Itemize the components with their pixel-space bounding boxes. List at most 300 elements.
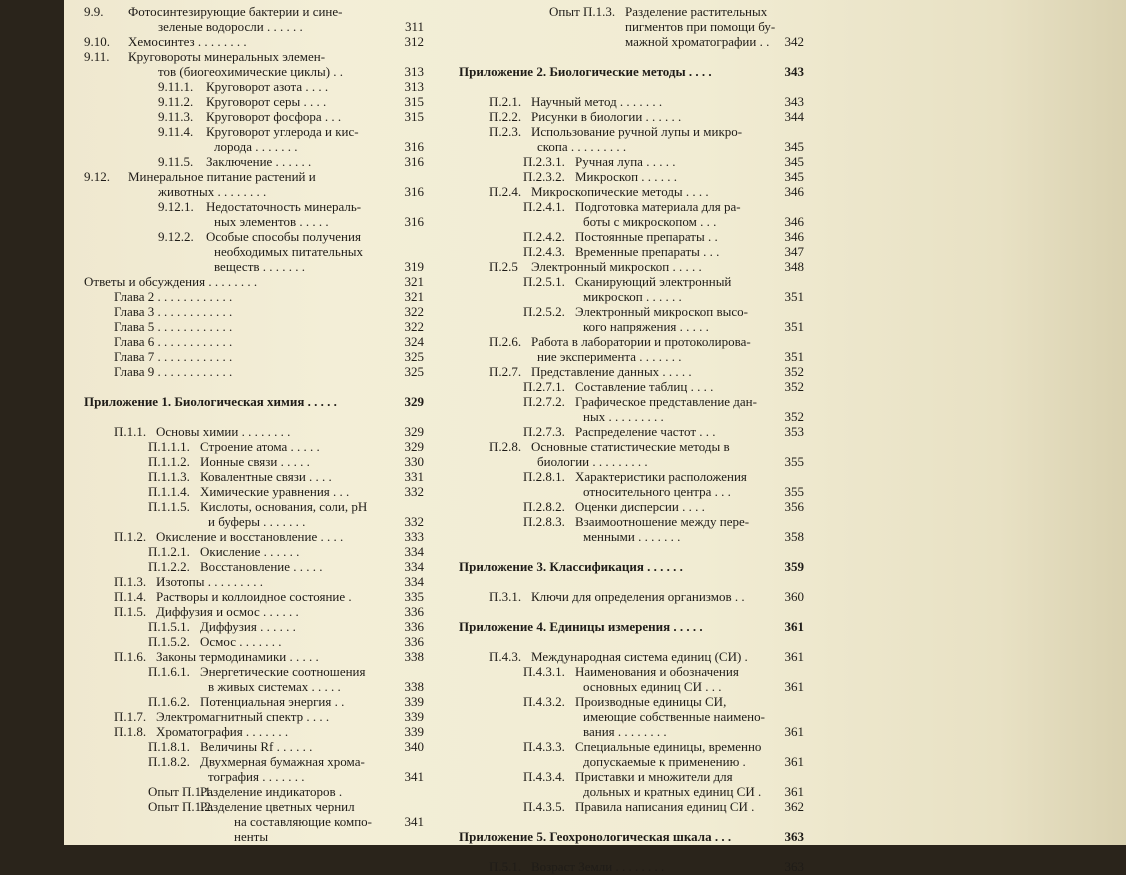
toc-entry-number: П.2.8.: [489, 439, 522, 454]
toc-entry-page: 345: [784, 139, 804, 154]
toc-entry-page: 358: [784, 529, 804, 544]
toc-entry-number: 9.11.: [84, 49, 110, 64]
toc-entry-number: П.2.3.: [489, 124, 522, 139]
toc-entry-number: П.4.3.2.: [523, 694, 565, 709]
toc-entry-page: 321: [404, 274, 424, 289]
toc-entry-page: 325: [404, 364, 424, 379]
toc-entry-page: 346: [784, 229, 804, 244]
toc-entry: [459, 19, 804, 35]
toc-entry: [84, 754, 424, 770]
toc-entry-title: имеющие собственные наимено-: [583, 709, 765, 724]
toc-entry-page: 345: [784, 169, 804, 184]
toc-entry-page: 351: [784, 349, 804, 364]
toc-section-heading: [459, 559, 804, 575]
toc-entry-title: Величины Rf . . . . . .: [200, 739, 313, 754]
toc-entry-page: 339: [404, 694, 424, 709]
toc-entry-page: 339: [404, 709, 424, 724]
toc-entry: [459, 124, 804, 140]
toc-entry-number: П.2.7.1.: [523, 379, 565, 394]
toc-entry-page: 332: [404, 484, 424, 499]
toc-entry: [84, 784, 424, 800]
toc-entry-page: 316: [404, 154, 424, 169]
toc-entry-title: дольных и кратных единиц СИ .: [583, 784, 762, 799]
toc-entry-title: Глава 2 . . . . . . . . . . . .: [114, 289, 233, 304]
toc-entry: [84, 334, 424, 350]
toc-entry-title: Законы термодинамики . . . . .: [156, 649, 319, 664]
toc-entry-page: 330: [404, 454, 424, 469]
toc-entry-page: 342: [784, 34, 804, 49]
toc-entry: [459, 199, 804, 215]
toc-entry: [459, 469, 804, 485]
toc-entry: [84, 319, 424, 335]
toc-entry-title: Глава 5 . . . . . . . . . . . .: [114, 319, 233, 334]
toc-entry-title: Научный метод . . . . . . .: [531, 94, 663, 109]
toc-entry: [459, 499, 804, 515]
toc-entry-title: Глава 6 . . . . . . . . . . . .: [114, 334, 233, 349]
toc-entry-number: П.1.5.2.: [148, 634, 190, 649]
toc-entry-page: 363: [784, 829, 804, 844]
toc-entry-title: Изотопы . . . . . . . . .: [156, 574, 263, 589]
toc-entry-number: П.2.8.2.: [523, 499, 565, 514]
toc-entry: [459, 184, 804, 200]
toc-entry-title: Растворы и коллоидное состояние .: [156, 589, 352, 604]
toc-entry: [459, 154, 804, 170]
toc-entry-title: и буферы . . . . . . .: [208, 514, 306, 529]
toc-entry-number: П.1.6.2.: [148, 694, 190, 709]
toc-entry: [459, 49, 804, 65]
toc-entry: [84, 634, 424, 650]
toc-entry-title: Микроскоп . . . . . .: [575, 169, 678, 184]
toc-entry-page: 329: [404, 439, 424, 454]
toc-entry-title: Круговороты минеральных элемен-: [128, 49, 326, 64]
toc-entry-number: Опыт П.1.3.: [549, 4, 616, 19]
toc-entry-title: кого напряжения . . . . .: [583, 319, 709, 334]
toc-entry-title: тов (биогеохимические циклы) . .: [158, 64, 344, 79]
toc-entry: [459, 439, 804, 455]
toc-entry: [459, 379, 804, 395]
toc-entry: [84, 94, 424, 110]
toc-entry-title: Приложение 2. Биологические методы . . . .: [459, 64, 712, 79]
toc-entry-number: П.1.4.: [114, 589, 147, 604]
toc-entry: [84, 199, 424, 215]
toc-entry-page: 311: [404, 19, 424, 34]
toc-entry-title: Круговорот углерода и кис-: [206, 124, 359, 139]
toc-entry-number: П.1.8.1.: [148, 739, 190, 754]
toc-entry: [84, 304, 424, 320]
toc-entry: [84, 124, 424, 140]
toc-entry: [459, 139, 804, 155]
toc-entry: [84, 694, 424, 710]
toc-entry-number: 9.11.2.: [158, 94, 194, 109]
toc-entry-number: П.1.1.1.: [148, 439, 190, 454]
toc-entry: [84, 349, 424, 365]
toc-entry-number: П.1.2.: [114, 529, 147, 544]
toc-entry-page: 316: [404, 139, 424, 154]
toc-entry-title: Характеристики расположения: [575, 469, 747, 484]
toc-entry-page: 338: [404, 649, 424, 664]
toc-entry: [84, 109, 424, 125]
toc-entry-title: менными . . . . . . .: [583, 529, 681, 544]
toc-entry-title: Производные единицы СИ,: [575, 694, 727, 709]
toc-entry-title: тография . . . . . . .: [208, 769, 305, 784]
toc-entry-page: 333: [404, 529, 424, 544]
toc-entry-title: скопа . . . . . . . . .: [537, 139, 627, 154]
toc-entry-number: 9.11.5.: [158, 154, 194, 169]
toc-entry: [459, 79, 804, 95]
toc-entry-page: 351: [784, 319, 804, 334]
toc-entry-title: Взаимоотношение между пере-: [575, 514, 750, 529]
toc-entry-page: 319: [404, 259, 424, 274]
toc-entry-page: 356: [784, 499, 804, 514]
toc-entry-title: Постоянные препараты . .: [575, 229, 718, 244]
toc-entry-number: П.2.3.1.: [523, 154, 565, 169]
toc-entry: [84, 664, 424, 680]
toc-entry: [84, 169, 424, 185]
toc-entry: [84, 649, 424, 665]
toc-entry-page: 355: [784, 484, 804, 499]
toc-entry-number: П.1.1.5.: [148, 499, 190, 514]
toc-entry-title: Окисление . . . . . .: [200, 544, 300, 559]
toc-entry-number: П.3.1.: [489, 589, 522, 604]
toc-entry-title: Возраст Земли . . . . . . . .: [531, 859, 665, 874]
toc-entry: [84, 64, 424, 80]
toc-entry-title: Осмос . . . . . . .: [200, 634, 282, 649]
toc-entry-page: 334: [404, 574, 424, 589]
toc-entry-number: П.2.5.1.: [523, 274, 565, 289]
toc-entry: [459, 244, 804, 260]
toc-entry-title: Разделение цветных чернил: [200, 799, 355, 814]
toc-entry: [84, 34, 424, 50]
toc-entry-title: Круговорот азота . . . .: [206, 79, 329, 94]
toc-entry: [459, 589, 804, 605]
toc-entry-number: П.4.3.: [489, 649, 522, 664]
toc-entry-title: Правила написания единиц СИ .: [575, 799, 755, 814]
toc-entry-title: Составление таблиц . . . .: [575, 379, 714, 394]
toc-entry: [459, 574, 804, 590]
toc-entry-title: Работа в лаборатории и протоколирова-: [531, 334, 751, 349]
toc-entry-number: П.2.3.2.: [523, 169, 565, 184]
toc-entry-title: основных единиц СИ . . .: [583, 679, 722, 694]
toc-entry-page: 336: [404, 619, 424, 634]
toc-entry-number: П.1.6.1.: [148, 664, 190, 679]
toc-entry-page: 322: [404, 319, 424, 334]
toc-entry-title: Сканирующий электронный: [575, 274, 732, 289]
toc-entry-page: 313: [404, 79, 424, 94]
toc-entry: [459, 169, 804, 185]
toc-entry: [459, 484, 804, 500]
toc-entry: [459, 4, 804, 20]
toc-entry-number: П.4.3.3.: [523, 739, 565, 754]
toc-entry: [84, 79, 424, 95]
toc-entry-number: П.2.5.2.: [523, 304, 565, 319]
toc-entry-page: 332: [404, 514, 424, 529]
toc-entry: [84, 799, 424, 815]
toc-entry: [84, 484, 424, 500]
toc-entry-title: вания . . . . . . . .: [583, 724, 667, 739]
toc-entry: [459, 739, 804, 755]
toc-entry: [84, 289, 424, 305]
toc-entry-page: 329: [404, 424, 424, 439]
toc-entry-page: 336: [404, 604, 424, 619]
toc-entry-title: Основы химии . . . . . . . .: [156, 424, 291, 439]
toc-entry: [84, 469, 424, 485]
toc-entry: [459, 634, 804, 650]
toc-entry-number: П.4.3.4.: [523, 769, 565, 784]
toc-entry: [459, 109, 804, 125]
toc-entry-number: П.1.1.2.: [148, 454, 190, 469]
toc-entry-page: 334: [404, 559, 424, 574]
toc-entry-title: Подготовка материала для ра-: [575, 199, 741, 214]
toc-entry: [459, 859, 804, 875]
toc-entry-title: Хроматография . . . . . . .: [156, 724, 289, 739]
toc-entry: [459, 784, 804, 800]
toc-entry: [459, 514, 804, 530]
toc-entry: [459, 529, 804, 545]
toc-entry: [84, 679, 424, 695]
toc-entry-page: 361: [784, 649, 804, 664]
toc-entry: [84, 574, 424, 590]
book-page: [64, 0, 1126, 874]
toc-entry-page: 321: [404, 289, 424, 304]
toc-entry-title: Приставки и множители для: [575, 769, 733, 784]
toc-entry: [459, 304, 804, 320]
toc-entry-title: боты с микроскопом . . .: [583, 214, 717, 229]
toc-entry: [84, 19, 424, 35]
toc-entry: [459, 709, 804, 725]
toc-entry-title: Наименования и обозначения: [575, 664, 739, 679]
toc-entry-page: 316: [404, 184, 424, 199]
toc-entry-number: П.1.1.: [114, 424, 147, 439]
toc-entry-number: 9.11.4.: [158, 124, 194, 139]
toc-entry-number: П.2.4.1.: [523, 199, 565, 214]
toc-entry-title: мажной хроматографии . .: [625, 34, 770, 49]
toc-entry: [84, 424, 424, 440]
toc-entry-title: Глава 7 . . . . . . . . . . . .: [114, 349, 233, 364]
toc-entry: [84, 514, 424, 530]
toc-entry-page: 338: [404, 679, 424, 694]
toc-entry: [459, 409, 804, 425]
toc-entry-page: 353: [784, 424, 804, 439]
toc-entry-title: Временные препараты . . .: [575, 244, 720, 259]
toc-entry-page: 345: [784, 154, 804, 169]
toc-entry-title: Недостаточность минераль-: [206, 199, 362, 214]
toc-entry: [459, 649, 804, 665]
toc-entry-page: 344: [784, 109, 804, 124]
toc-entry-page: 334: [404, 544, 424, 559]
toc-entry-title: Микроскопические методы . . . .: [531, 184, 709, 199]
toc-entry: [459, 424, 804, 440]
toc-entry-number: 9.11.3.: [158, 109, 194, 124]
toc-entry-title: Приложение 3. Классификация . . . . . .: [459, 559, 683, 574]
toc-entry-number: П.2.8.1.: [523, 469, 565, 484]
toc-entry: [459, 319, 804, 335]
toc-entry: [459, 34, 804, 50]
toc-entry-title: животных . . . . . . . .: [158, 184, 267, 199]
toc-section-heading: [459, 64, 804, 80]
toc-entry-title: зеленые водоросли . . . . . .: [158, 19, 303, 34]
toc-entry: [459, 664, 804, 680]
toc-entry-title: лорода . . . . . . .: [214, 139, 298, 154]
toc-entry-title: Минеральное питание растений и: [128, 169, 316, 184]
toc-entry-title: Распределение частот . . .: [575, 424, 716, 439]
toc-entry: [84, 724, 424, 740]
toc-entry: [459, 334, 804, 350]
toc-entry: [459, 259, 804, 275]
toc-entry-title: Приложение 4. Единицы измерения . . . . .: [459, 619, 703, 634]
toc-entry-number: П.1.1.4.: [148, 484, 190, 499]
toc-entry-page: 352: [784, 379, 804, 394]
toc-entry: [84, 604, 424, 620]
toc-entry: [459, 94, 804, 110]
toc-entry: [84, 769, 424, 785]
toc-entry: [459, 229, 804, 245]
toc-entry-number: П.1.3.: [114, 574, 147, 589]
toc-entry: [459, 799, 804, 815]
toc-entry: [84, 244, 424, 260]
toc-entry-number: П.1.6.: [114, 649, 147, 664]
toc-entry-page: 362: [784, 799, 804, 814]
toc-entry: [459, 544, 804, 560]
toc-entry-title: Хемосинтез . . . . . . . .: [128, 34, 247, 49]
toc-entry-number: П.1.8.2.: [148, 754, 190, 769]
toc-entry-title: Представление данных . . . . .: [531, 364, 692, 379]
toc-entry-page: 343: [784, 94, 804, 109]
toc-entry-page: 347: [784, 244, 804, 259]
toc-entry-title: Приложение 5. Геохронологическая шкала . . .: [459, 829, 732, 844]
toc-entry-title: необходимых питательных: [214, 244, 364, 259]
toc-entry-title: Ковалентные связи . . . .: [200, 469, 332, 484]
toc-entry: [84, 364, 424, 380]
toc-entry-page: 352: [784, 409, 804, 424]
toc-entry: [84, 4, 424, 20]
toc-entry-number: П.1.2.2.: [148, 559, 190, 574]
toc-entry: [84, 49, 424, 65]
toc-entry-page: 313: [404, 64, 424, 79]
toc-entry-number: П.2.7.3.: [523, 424, 565, 439]
toc-entry-title: Глава 9 . . . . . . . . . . . .: [114, 364, 233, 379]
toc-entry-title: ных . . . . . . . . .: [583, 409, 664, 424]
toc-entry-page: 352: [784, 364, 804, 379]
toc-entry-title: Особые способы получения: [206, 229, 361, 244]
toc-entry: [84, 274, 424, 290]
toc-entry-page: 360: [784, 589, 804, 604]
toc-entry-number: П.2.4.2.: [523, 229, 565, 244]
toc-entry-page: 312: [404, 34, 424, 49]
toc-entry-title: веществ . . . . . . .: [214, 259, 306, 274]
toc-entry-number: П.2.7.: [489, 364, 522, 379]
toc-entry-title: Оценки дисперсии . . . .: [575, 499, 705, 514]
toc-entry: [84, 184, 424, 200]
toc-entry-title: Специальные единицы, временно: [575, 739, 762, 754]
toc-entry-number: 9.12.1.: [158, 199, 194, 214]
toc-entry-number: П.2.7.2.: [523, 394, 565, 409]
toc-entry-title: Восстановление . . . . .: [200, 559, 323, 574]
toc-entry-page: 359: [784, 559, 804, 574]
toc-entry: [84, 454, 424, 470]
toc-entry: [459, 814, 804, 830]
toc-entry: [84, 154, 424, 170]
toc-entry-page: 339: [404, 724, 424, 739]
toc-entry-number: Опыт П.1.2.: [148, 799, 215, 814]
toc-entry-number: П.1.8.: [114, 724, 147, 739]
toc-entry-page: 346: [784, 214, 804, 229]
toc-entry-title: Электромагнитный спектр . . . .: [156, 709, 330, 724]
toc-entry-page: 315: [404, 109, 424, 124]
toc-entry-page: 361: [784, 724, 804, 739]
toc-entry-title: Потенциальная энергия . .: [200, 694, 345, 709]
toc-entry-page: 361: [784, 754, 804, 769]
toc-entry-page: 346: [784, 184, 804, 199]
toc-entry: [84, 439, 424, 455]
toc-entry-title: Разделение растительных: [625, 4, 768, 19]
toc-entry-page: 348: [784, 259, 804, 274]
toc-entry: [84, 229, 424, 245]
toc-entry-page: 343: [784, 64, 804, 79]
toc-entry: [84, 544, 424, 560]
toc-entry: [459, 604, 804, 620]
toc-entry: [84, 139, 424, 155]
toc-entry: [84, 709, 424, 725]
toc-entry-title: микроскоп . . . . . .: [583, 289, 682, 304]
toc-entry-page: 322: [404, 304, 424, 319]
toc-entry-number: П.2.5: [489, 259, 518, 274]
toc-entry-page: 329: [404, 394, 424, 409]
toc-section-heading: [459, 619, 804, 635]
toc-entry: [459, 349, 804, 365]
toc-entry-title: Ответы и обсуждения . . . . . . . .: [84, 274, 258, 289]
toc-entry: [84, 739, 424, 755]
toc-entry: [84, 214, 424, 230]
toc-entry-title: Разделение индикаторов .: [200, 784, 343, 799]
toc-entry: [459, 454, 804, 470]
toc-entry: [459, 214, 804, 230]
toc-entry-title: Ручная лупа . . . . .: [575, 154, 676, 169]
toc-section-heading: [84, 394, 424, 410]
toc-entry-title: относительного центра . . .: [583, 484, 731, 499]
toc-entry-title: Ионные связи . . . . .: [200, 454, 310, 469]
toc-entry-number: П.4.3.1.: [523, 664, 565, 679]
toc-entry: [459, 289, 804, 305]
toc-entry-title: Окисление и восстановление . . . .: [156, 529, 344, 544]
toc-entry-title: Диффузия и осмос . . . . . .: [156, 604, 299, 619]
toc-entry-number: П.2.8.3.: [523, 514, 565, 529]
toc-entry-number: 9.11.1.: [158, 79, 194, 94]
toc-entry-number: П.1.5.1.: [148, 619, 190, 634]
toc-entry-page: 316: [404, 214, 424, 229]
toc-entry: [84, 409, 424, 425]
toc-entry-page: 341: [404, 814, 424, 829]
toc-entry: [84, 829, 424, 845]
toc-entry: [459, 694, 804, 710]
toc-entry-page: 335: [404, 589, 424, 604]
toc-entry-title: в живых системах . . . . .: [208, 679, 341, 694]
toc-entry-title: Диффузия . . . . . .: [200, 619, 296, 634]
toc-section-heading: [459, 829, 804, 845]
toc-entry-title: Рисунки в биологии . . . . . .: [531, 109, 682, 124]
toc-entry-number: Опыт П.1.1.: [148, 784, 215, 799]
toc-entry-title: ненты: [234, 829, 269, 844]
toc-entry-title: Электронный микроскоп . . . . .: [531, 259, 702, 274]
toc-entry-title: Круговорот серы . . . .: [206, 94, 327, 109]
toc-entry-title: Использование ручной лупы и микро-: [531, 124, 743, 139]
toc-entry-number: 9.10.: [84, 34, 110, 49]
toc-entry-number: П.2.4.: [489, 184, 522, 199]
toc-entry: [459, 724, 804, 740]
toc-entry-number: 9.9.: [84, 4, 104, 19]
toc-entry-number: П.1.1.3.: [148, 469, 190, 484]
toc-entry-title: на составляющие компо-: [234, 814, 373, 829]
toc-entry: [459, 679, 804, 695]
